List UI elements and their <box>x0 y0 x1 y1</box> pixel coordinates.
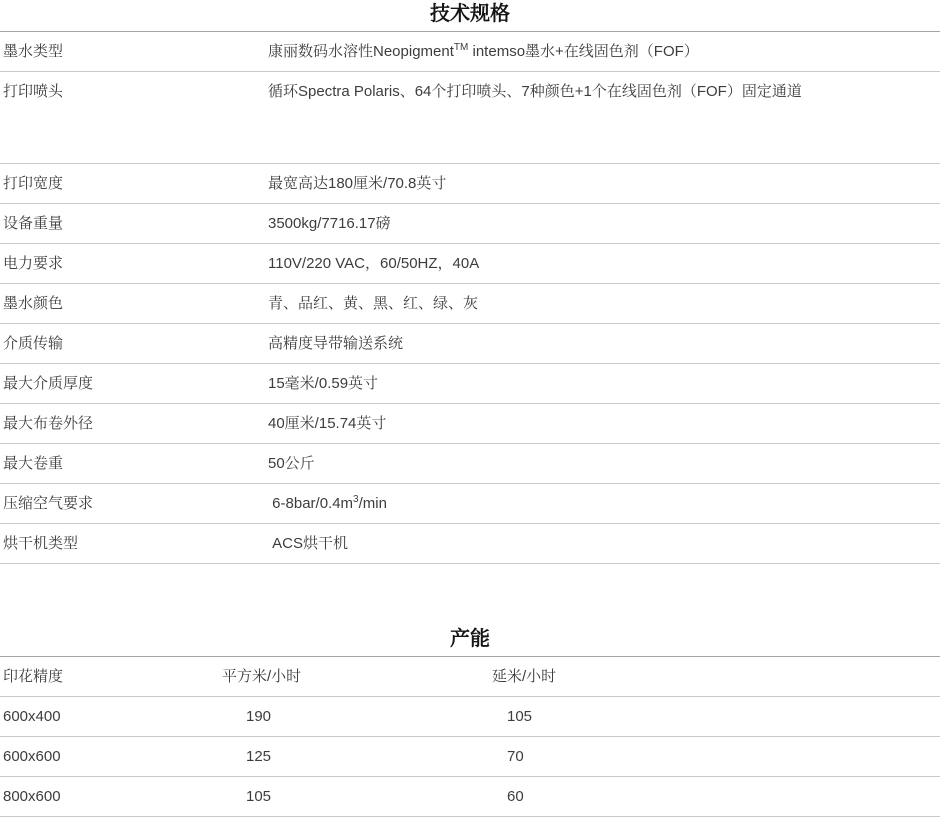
spec-value: 15毫米/0.59英寸 <box>268 375 379 392</box>
spec-value: 循环Spectra Polaris、64个打印喷头、7种颜色+1个在线固色剂（FOF）固定通道 <box>268 83 802 100</box>
table-row <box>0 32 940 72</box>
capacity-sqm-value: 125 <box>246 748 272 765</box>
superscript-cubed: 3 <box>353 494 359 505</box>
table-row <box>0 204 940 244</box>
spec-value: 最宽高达180厘米/70.8英寸 <box>268 175 447 192</box>
spec-value: 3500kg/7716.17磅 <box>268 215 391 232</box>
capacity-header-row <box>0 657 940 697</box>
spec-value: 高精度导带输送系统 <box>268 335 404 352</box>
spec-label: 墨水颜色 <box>3 295 64 312</box>
spec-value: ACS烘干机 <box>268 535 349 552</box>
table-row <box>0 244 940 284</box>
spec-value: 50公斤 <box>268 455 315 472</box>
table-row <box>0 524 940 564</box>
spec-label: 设备重量 <box>3 215 64 232</box>
column-header-sqm-per-hour: 平方米/小时 <box>222 668 302 685</box>
spec-label: 最大卷重 <box>3 455 64 472</box>
spec-value: 青、品红、黄、黑、红、绿、灰 <box>268 295 479 312</box>
table-row <box>0 404 940 444</box>
column-header-linear-m-per-hour: 延米/小时 <box>492 668 557 685</box>
table-row <box>0 324 940 364</box>
spec-value <box>268 496 940 512</box>
table-row <box>0 72 940 164</box>
spec-value-text: /min <box>358 495 387 512</box>
capacity-resolution: 600x600 <box>3 748 61 765</box>
capacity-sqm-value: 105 <box>246 788 272 805</box>
table-row <box>0 737 940 777</box>
spec-label: 介质传输 <box>3 335 64 352</box>
spec-value <box>268 44 940 60</box>
capacity-table <box>0 657 940 817</box>
spec-label: 最大介质厚度 <box>3 375 94 392</box>
spec-label: 打印喷头 <box>3 83 64 100</box>
table-row <box>0 444 940 484</box>
capacity-resolution: 800x600 <box>3 788 61 805</box>
spec-label: 压缩空气要求 <box>3 495 94 512</box>
table-row <box>0 164 940 204</box>
table-row <box>0 697 940 737</box>
spec-value-text: intemso墨水+在线固色剂（FOF） <box>468 43 699 60</box>
spec-value: 40厘米/15.74英寸 <box>268 415 387 432</box>
capacity-sqm-value: 190 <box>246 708 272 725</box>
superscript-tm: TM <box>453 42 469 53</box>
table-row <box>0 777 940 817</box>
spec-label: 墨水类型 <box>3 43 64 60</box>
spec-table <box>0 32 940 564</box>
table-row <box>0 284 940 324</box>
column-header-resolution: 印花精度 <box>3 668 64 685</box>
capacity-resolution: 600x400 <box>3 708 61 725</box>
capacity-section-title: 产能 <box>0 627 940 657</box>
spec-value-text: 6-8bar/0.4m <box>268 495 354 512</box>
capacity-linear-m-value: 105 <box>507 708 533 725</box>
spec-value-text: 康丽数码水溶性Neopigment <box>268 43 454 60</box>
spec-label: 最大布卷外径 <box>3 415 94 432</box>
table-row <box>0 364 940 404</box>
spec-label: 打印宽度 <box>3 175 64 192</box>
capacity-linear-m-value: 70 <box>507 748 524 765</box>
spec-label: 电力要求 <box>3 255 64 272</box>
spec-section-title: 技术规格 <box>0 2 940 32</box>
spec-value: 110V/220 VAC，60/50HZ，40A <box>268 255 480 272</box>
table-row <box>0 484 940 524</box>
capacity-linear-m-value: 60 <box>507 788 524 805</box>
spec-label: 烘干机类型 <box>3 535 79 552</box>
